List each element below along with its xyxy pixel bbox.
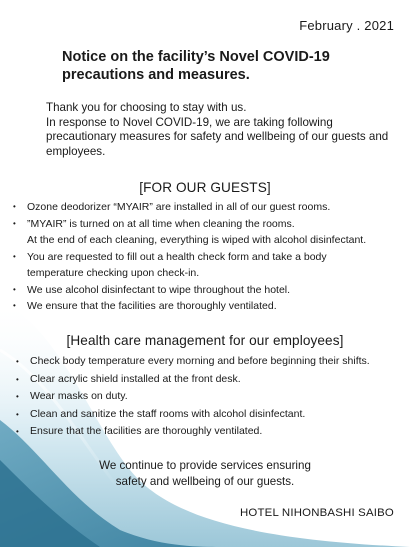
employees-section-heading: [Health care management for our employees] [66, 333, 344, 348]
notice-title: Notice on the facility’s Novel COVID-19 precautions and measures. [62, 49, 330, 83]
list-item: • Ensure that the facilities are thoroughly ventilated. [16, 423, 370, 441]
intro-line-2: In response to Novel COVID-19, we are taking following precautionary measures for safety and wellbeing of our guests and employees. [46, 115, 389, 158]
closing-statement [0, 458, 410, 489]
intro-paragraph [46, 101, 396, 159]
list-item: • ”MYAIR” is turned on at all time when cleaning the rooms. [13, 216, 366, 233]
intro-line-1: Thank you for choosing to stay with us. [46, 101, 247, 114]
list-item: • You are requested to fill out a health check form and take a body [13, 249, 366, 266]
list-item: • Clear acrylic shield installed at the front desk. [16, 371, 370, 389]
notice-date: February . 2021 [299, 18, 394, 33]
list-item: • Ozone deodorizer “MYAIR” are installed in all of our guest rooms. [13, 199, 366, 216]
list-item: • We use alcohol disinfectant to wipe throughout the hotel. [13, 282, 366, 299]
list-item: • Wear masks on duty. [16, 388, 370, 406]
list-item-continuation: temperature checking upon check-in. [27, 267, 200, 279]
guests-section-heading: [FOR OUR GUESTS] [139, 180, 271, 195]
hotel-name: HOTEL NIHONBASHI SAIBO [240, 507, 394, 519]
list-item: • We ensure that the facilities are thoroughly ventilated. [13, 298, 366, 315]
closing-line-1: We continue to provide services ensuring [99, 459, 311, 472]
list-item: • Clean and sanitize the staff rooms with alcohol disinfectant. [16, 406, 370, 424]
list-item: • Check body temperature every morning and before beginning their shifts. [16, 353, 370, 371]
closing-line-2: safety and wellbeing of our guests. [115, 474, 295, 488]
employees-measures-list [16, 353, 370, 441]
guests-measures-list [13, 199, 366, 315]
list-item-continuation: At the end of each cleaning, everything is wiped with alcohol disinfectant. [27, 234, 367, 246]
